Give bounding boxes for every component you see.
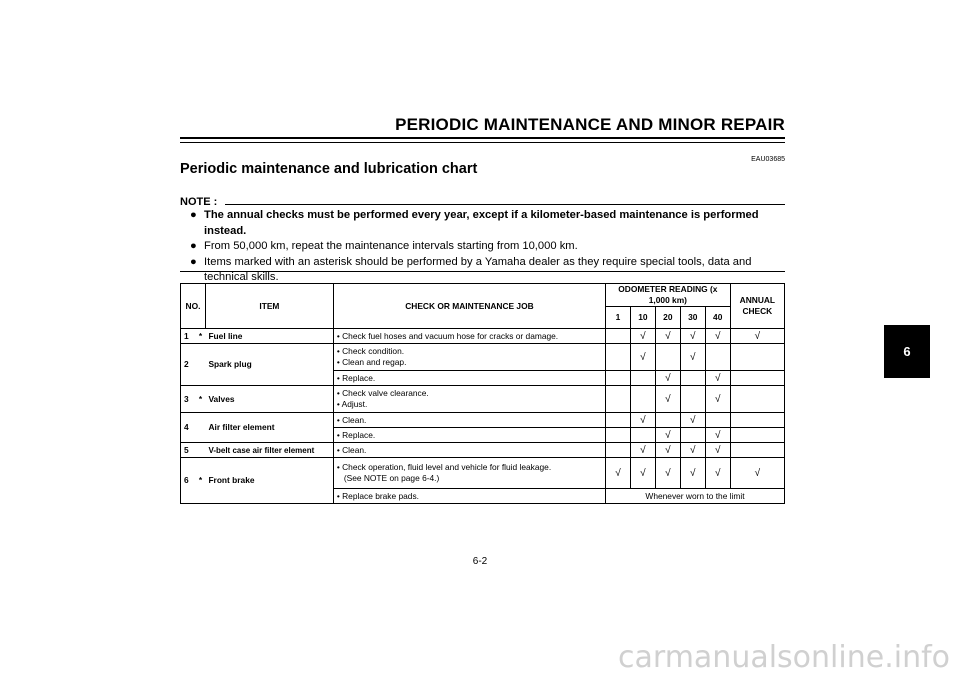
row-number: 1 <box>181 329 196 344</box>
note-rule <box>225 204 785 205</box>
table-row <box>181 386 785 413</box>
section-title: Periodic maintenance and lubrication chart <box>180 161 478 177</box>
job-line: • Check condition. <box>336 346 405 356</box>
bullet-icon: ● <box>190 240 197 252</box>
check-cell <box>730 443 784 458</box>
check-cell: √ <box>730 329 784 344</box>
row-job <box>333 371 605 386</box>
table-row <box>181 458 785 489</box>
job-line: • Check operation, fluid level and vehicle for fluid leakage. <box>336 462 552 472</box>
job-line: • Replace brake pads. <box>336 490 419 501</box>
asterisk-marker <box>196 443 206 458</box>
row-job <box>333 386 605 413</box>
header-annual: ANNUAL CHECK <box>730 284 784 329</box>
asterisk-marker: * <box>196 458 206 504</box>
row-number: 3 <box>181 386 196 413</box>
check-cell <box>606 344 631 371</box>
header-rule <box>180 137 785 143</box>
note-list <box>190 208 786 286</box>
check-cell <box>606 428 631 443</box>
note-text: The annual checks must be performed every year, except if a kilometer-based maintenance is performed instead. <box>204 209 759 237</box>
header-odo-col: 40 <box>705 307 730 329</box>
asterisk-marker: * <box>196 386 206 413</box>
note-text: From 50,000 km, repeat the maintenance intervals starting from 10,000 km. <box>204 240 578 252</box>
check-cell: √ <box>705 428 730 443</box>
job-line: • Adjust. <box>336 399 368 409</box>
check-cell <box>606 443 631 458</box>
check-cell: √ <box>630 344 655 371</box>
row-job <box>333 329 605 344</box>
row-job <box>333 489 605 504</box>
check-cell: √ <box>680 458 705 489</box>
table-row <box>181 344 785 371</box>
check-cell: √ <box>630 443 655 458</box>
job-line: • Check fuel hoses and vacuum hose for cracks or damage. <box>336 330 559 341</box>
check-cell <box>730 413 784 428</box>
row-number: 2 <box>181 344 196 386</box>
chapter-title: PERIODIC MAINTENANCE AND MINOR REPAIR <box>395 115 785 134</box>
row-number: 6 <box>181 458 196 504</box>
check-cell: √ <box>705 386 730 413</box>
note-text: Items marked with an asterisk should be performed by a Yamaha dealer as they require special tools, data and technical skills. <box>204 255 752 283</box>
check-cell: √ <box>630 413 655 428</box>
check-cell <box>606 329 631 344</box>
check-cell <box>606 371 631 386</box>
check-cell <box>630 371 655 386</box>
asterisk-marker <box>196 413 206 443</box>
row-item: Front brake <box>205 458 333 504</box>
check-cell: √ <box>655 458 680 489</box>
check-cell: √ <box>705 329 730 344</box>
check-cell <box>680 371 705 386</box>
job-line: (See NOTE on page 6-4.) <box>336 473 440 483</box>
row-item: V-belt case air filter element <box>205 443 333 458</box>
watermark: carmanualsonline.info <box>618 640 950 675</box>
table-row <box>181 443 785 458</box>
note-bottom-rule <box>180 271 785 272</box>
row-job <box>333 458 605 489</box>
check-cell: √ <box>680 329 705 344</box>
table-row <box>181 329 785 344</box>
job-line: • Clean. <box>336 444 367 455</box>
check-cell <box>705 344 730 371</box>
header-no: NO. <box>181 284 206 329</box>
check-cell: √ <box>730 458 784 489</box>
check-cell <box>730 371 784 386</box>
job-line: • Clean. <box>336 414 367 425</box>
row-job <box>333 413 605 428</box>
check-cell: √ <box>680 344 705 371</box>
note-label: NOTE : <box>180 196 218 208</box>
check-cell: √ <box>655 386 680 413</box>
check-cell <box>730 344 784 371</box>
check-cell: √ <box>655 329 680 344</box>
job-line: • Replace. <box>336 429 376 440</box>
header-item: ITEM <box>205 284 333 329</box>
row-job <box>333 443 605 458</box>
row-number: 5 <box>181 443 196 458</box>
check-cell <box>680 386 705 413</box>
reference-code: EAU03685 <box>751 156 785 163</box>
check-cell: √ <box>705 458 730 489</box>
header-odo-col: 10 <box>630 307 655 329</box>
header-job: CHECK OR MAINTENANCE JOB <box>333 284 605 329</box>
table-row <box>181 413 785 428</box>
row-number: 4 <box>181 413 196 443</box>
row-job <box>333 344 605 371</box>
check-cell: √ <box>655 443 680 458</box>
check-cell: √ <box>630 458 655 489</box>
check-cell <box>680 428 705 443</box>
page-number: 6-2 <box>472 556 488 567</box>
asterisk-marker <box>196 344 206 386</box>
check-cell: √ <box>606 458 631 489</box>
bullet-icon: ● <box>190 255 197 268</box>
header-odo-col: 20 <box>655 307 680 329</box>
check-cell: √ <box>630 329 655 344</box>
row-item: Air filter element <box>205 413 333 443</box>
check-cell <box>655 413 680 428</box>
asterisk-marker: * <box>196 329 206 344</box>
header-odometer: ODOMETER READING (x 1,000 km) <box>606 284 731 307</box>
job-line: • Replace. <box>336 372 376 383</box>
row-job <box>333 428 605 443</box>
check-cell <box>705 413 730 428</box>
header-odo-col: 30 <box>680 307 705 329</box>
check-cell: √ <box>655 428 680 443</box>
note-item <box>190 208 786 239</box>
check-cell: √ <box>680 443 705 458</box>
note-item <box>190 255 786 286</box>
check-cell <box>730 428 784 443</box>
job-line: • Check valve clearance. <box>336 388 429 398</box>
check-cell: √ <box>680 413 705 428</box>
maintenance-chart <box>180 283 785 504</box>
check-cell <box>606 413 631 428</box>
check-cell <box>630 428 655 443</box>
check-cell <box>630 386 655 413</box>
chapter-tab[interactable]: 6 <box>884 325 930 378</box>
check-cell: √ <box>705 371 730 386</box>
job-line: • Clean and regap. <box>336 357 407 367</box>
row-item: Fuel line <box>205 329 333 344</box>
check-cell <box>606 386 631 413</box>
header-odo-col: 1 <box>606 307 631 329</box>
row-item: Valves <box>205 386 333 413</box>
check-cell: √ <box>655 371 680 386</box>
note-item <box>190 239 786 255</box>
check-cell <box>655 344 680 371</box>
check-cell: √ <box>705 443 730 458</box>
row-item: Spark plug <box>205 344 333 386</box>
check-cell <box>730 386 784 413</box>
interval-note: Whenever worn to the limit <box>606 489 785 504</box>
bullet-icon: ● <box>190 209 197 221</box>
